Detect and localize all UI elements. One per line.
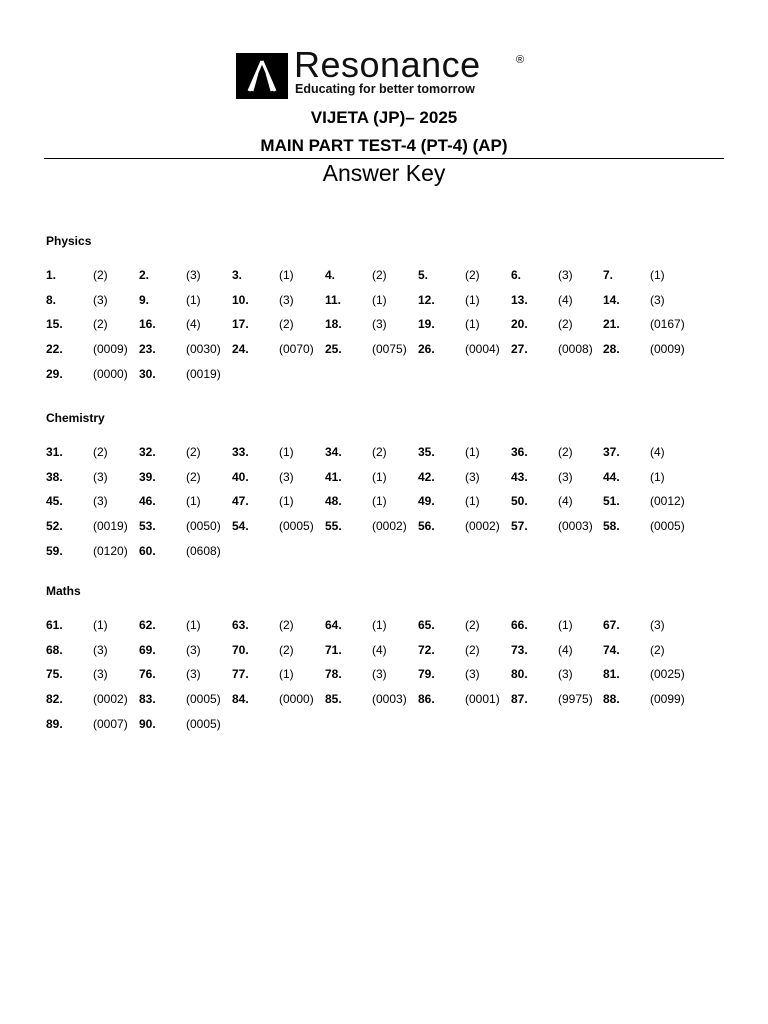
question-number: 37. <box>603 445 620 459</box>
answer-row <box>46 544 726 569</box>
question-number: 9. <box>139 292 150 307</box>
question-number: 72. <box>418 642 435 657</box>
resonance-mark-icon <box>236 53 288 99</box>
answer-value: (3) <box>186 268 201 282</box>
question-number: 8. <box>46 292 57 307</box>
answer-value: (2) <box>186 445 201 459</box>
answer-value: (1) <box>186 494 201 509</box>
question-number: 20. <box>511 317 528 332</box>
question-number: 2. <box>139 268 150 282</box>
answer-value: (3) <box>465 667 480 682</box>
question-number: 6. <box>511 268 522 282</box>
section-title: Physics <box>46 234 92 248</box>
answer-value: (3) <box>186 642 201 657</box>
question-number: 7. <box>603 268 614 282</box>
question-number: 41. <box>325 469 342 484</box>
question-number: 5. <box>418 268 429 282</box>
answer-row <box>46 643 726 668</box>
page-heading: Answer Key <box>322 160 446 186</box>
answer-value: (2) <box>93 445 108 459</box>
answer-value: (3) <box>650 292 665 307</box>
answer-value: (0050) <box>186 519 221 534</box>
answer-value: (2) <box>372 268 387 282</box>
answer-value: (3) <box>558 667 573 682</box>
answer-value: (0005) <box>279 519 314 534</box>
question-number: 45. <box>46 494 63 509</box>
question-number: 88. <box>603 692 620 707</box>
answer-value: (1) <box>186 292 201 307</box>
answer-value: (3) <box>558 268 573 282</box>
question-number: 18. <box>325 317 342 332</box>
brand-name: Resonance <box>294 44 481 85</box>
question-number: 27. <box>511 342 528 357</box>
answer-value: (3) <box>558 469 573 484</box>
question-number: 82. <box>46 692 63 707</box>
question-number: 34. <box>325 445 342 459</box>
answer-row <box>46 317 726 342</box>
answer-value: (0000) <box>279 692 314 707</box>
question-number: 49. <box>418 494 435 509</box>
question-number: 66. <box>511 618 528 632</box>
question-number: 67. <box>603 618 620 632</box>
question-number: 69. <box>139 642 156 657</box>
answer-value: (4) <box>372 642 387 657</box>
question-number: 22. <box>46 342 63 357</box>
answer-value: (3) <box>93 469 108 484</box>
question-number: 71. <box>325 642 342 657</box>
answer-value: (2) <box>465 642 480 657</box>
answer-row <box>46 268 726 293</box>
question-number: 65. <box>418 618 435 632</box>
answer-value: (0002) <box>372 519 407 534</box>
question-number: 19. <box>418 317 435 332</box>
question-number: 11. <box>325 292 342 307</box>
section-title: Chemistry <box>46 411 105 425</box>
question-number: 55. <box>325 519 342 534</box>
question-number: 1. <box>46 268 57 282</box>
question-number: 68. <box>46 642 63 657</box>
question-number: 76. <box>139 667 156 682</box>
resonance-logo <box>236 44 536 100</box>
section-chemistry <box>46 411 726 568</box>
question-number: 62. <box>139 618 156 632</box>
answer-value: (2) <box>186 469 201 484</box>
header-divider <box>44 158 724 159</box>
question-number: 31. <box>46 445 63 459</box>
question-number: 56. <box>418 519 435 534</box>
answer-value: (3) <box>279 469 294 484</box>
answer-row <box>46 667 726 692</box>
answer-value: (0012) <box>650 494 685 509</box>
question-number: 77. <box>232 667 249 682</box>
answer-value: (0008) <box>558 342 593 357</box>
question-number: 58. <box>603 519 620 534</box>
answer-value: (2) <box>279 642 294 657</box>
question-number: 85. <box>325 692 342 707</box>
answer-value: (3) <box>93 642 108 657</box>
answer-value: (3) <box>93 494 108 509</box>
answer-value: (1) <box>465 494 480 509</box>
answer-value: (4) <box>558 642 573 657</box>
question-number: 60. <box>139 543 156 558</box>
answer-value: (2) <box>650 642 665 657</box>
answer-value: (0019) <box>93 519 128 534</box>
answer-value: (3) <box>279 292 294 307</box>
question-number: 54. <box>232 519 249 534</box>
question-number: 32. <box>139 445 156 459</box>
question-number: 42. <box>418 469 435 484</box>
answer-row <box>46 293 726 318</box>
answer-row <box>46 445 726 470</box>
answer-value: (1) <box>372 469 387 484</box>
answer-value: (1) <box>186 618 201 632</box>
question-number: 14. <box>603 292 620 307</box>
answer-value: (0001) <box>465 692 500 707</box>
answer-value: (9975) <box>558 692 593 707</box>
question-number: 44. <box>603 469 620 484</box>
question-number: 50. <box>511 494 528 509</box>
question-number: 21. <box>603 317 620 332</box>
answer-value: (2) <box>279 618 294 632</box>
question-number: 39. <box>139 469 156 484</box>
question-number: 90. <box>139 716 156 731</box>
question-number: 29. <box>46 366 63 381</box>
answer-row <box>46 494 726 519</box>
answer-value: (2) <box>93 268 108 282</box>
question-number: 78. <box>325 667 342 682</box>
question-number: 81. <box>603 667 620 682</box>
answer-value: (0005) <box>650 519 685 534</box>
answer-row <box>46 717 726 742</box>
answer-value: (3) <box>186 667 201 682</box>
section-maths <box>46 584 726 741</box>
question-number: 57. <box>511 519 528 534</box>
answer-value: (0005) <box>186 692 221 707</box>
answer-value: (4) <box>650 445 665 459</box>
answer-value: (3) <box>650 618 665 632</box>
answer-value: (4) <box>558 292 573 307</box>
question-number: 51. <box>603 494 620 509</box>
question-number: 63. <box>232 618 249 632</box>
answer-value: (0007) <box>93 716 128 731</box>
answer-value: (3) <box>465 469 480 484</box>
answer-value: (3) <box>93 292 108 307</box>
question-number: 74. <box>603 642 620 657</box>
question-number: 47. <box>232 494 249 509</box>
answer-value: (0070) <box>279 342 314 357</box>
answer-value: (1) <box>650 268 665 282</box>
answer-row <box>46 519 726 544</box>
answer-value: (0030) <box>186 342 221 357</box>
question-number: 52. <box>46 519 63 534</box>
section-physics <box>46 234 726 391</box>
answer-value: (1) <box>650 469 665 484</box>
answer-value: (3) <box>372 317 387 332</box>
answer-value: (0099) <box>650 692 685 707</box>
answer-value: (1) <box>465 317 480 332</box>
section-title: Maths <box>46 584 81 598</box>
question-number: 40. <box>232 469 249 484</box>
answer-value: (0167) <box>650 317 685 332</box>
question-number: 73. <box>511 642 528 657</box>
answer-value: (1) <box>465 445 480 459</box>
exam-title: VIJETA (JP)– 2025 <box>310 108 458 127</box>
answer-value: (2) <box>465 268 480 282</box>
question-number: 89. <box>46 716 63 731</box>
question-number: 16. <box>139 317 156 332</box>
question-number: 70. <box>232 642 249 657</box>
answer-value: (0004) <box>465 342 500 357</box>
answer-value: (0000) <box>93 366 128 381</box>
question-number: 75. <box>46 667 63 682</box>
answer-value: (2) <box>558 445 573 459</box>
question-number: 79. <box>418 667 435 682</box>
registered-mark: ® <box>516 54 525 66</box>
question-number: 24. <box>232 342 249 357</box>
answer-value: (1) <box>372 618 387 632</box>
question-number: 28. <box>603 342 620 357</box>
question-number: 83. <box>139 692 156 707</box>
question-number: 48. <box>325 494 342 509</box>
answer-value: (0003) <box>558 519 593 534</box>
answer-value: (3) <box>93 667 108 682</box>
answer-value: (2) <box>465 618 480 632</box>
exam-subtitle: MAIN PART TEST-4 (PT-4) (AP) <box>260 136 508 155</box>
answer-value: (1) <box>372 292 387 307</box>
answer-value: (2) <box>93 317 108 332</box>
question-number: 13. <box>511 292 528 307</box>
question-number: 12. <box>418 292 435 307</box>
answer-row <box>46 367 726 392</box>
answer-value: (0002) <box>465 519 500 534</box>
question-number: 46. <box>139 494 156 509</box>
answer-value: (2) <box>558 317 573 332</box>
answer-row <box>46 618 726 643</box>
answer-row <box>46 692 726 717</box>
question-number: 26. <box>418 342 435 357</box>
answer-value: (3) <box>372 667 387 682</box>
answer-value: (0019) <box>186 366 221 381</box>
question-number: 15. <box>46 317 63 332</box>
answer-value: (0608) <box>186 543 221 558</box>
answer-value: (0005) <box>186 716 221 731</box>
question-number: 4. <box>325 268 336 282</box>
question-number: 64. <box>325 618 342 632</box>
answer-value: (0003) <box>372 692 407 707</box>
answer-value: (0009) <box>650 342 685 357</box>
answer-value: (4) <box>186 317 201 332</box>
question-number: 38. <box>46 469 63 484</box>
answer-value: (0025) <box>650 667 685 682</box>
answer-value: (0120) <box>93 543 128 558</box>
answer-value: (0075) <box>372 342 407 357</box>
question-number: 10. <box>232 292 249 307</box>
question-number: 23. <box>139 342 156 357</box>
question-number: 43. <box>511 469 528 484</box>
answer-value: (4) <box>558 494 573 509</box>
question-number: 53. <box>139 519 156 534</box>
question-number: 86. <box>418 692 435 707</box>
answer-value: (1) <box>465 292 480 307</box>
question-number: 59. <box>46 543 63 558</box>
answer-value: (1) <box>279 667 294 682</box>
answer-value: (1) <box>372 494 387 509</box>
answer-value: (2) <box>279 317 294 332</box>
answer-value: (1) <box>279 445 294 459</box>
answer-value: (0009) <box>93 342 128 357</box>
question-number: 84. <box>232 692 249 707</box>
answer-value: (1) <box>279 494 294 509</box>
answer-value: (2) <box>372 445 387 459</box>
question-number: 33. <box>232 445 249 459</box>
question-number: 17. <box>232 317 249 332</box>
question-number: 30. <box>139 366 156 381</box>
answer-row <box>46 342 726 367</box>
question-number: 87. <box>511 692 528 707</box>
question-number: 25. <box>325 342 342 357</box>
answer-value: (1) <box>279 268 294 282</box>
question-number: 35. <box>418 445 435 459</box>
question-number: 3. <box>232 268 243 282</box>
question-number: 36. <box>511 445 528 459</box>
answer-row <box>46 470 726 495</box>
question-number: 61. <box>46 618 63 632</box>
answer-value: (0002) <box>93 692 128 707</box>
question-number: 80. <box>511 667 528 682</box>
answer-value: (1) <box>93 618 108 632</box>
brand-tagline: Educating for better tomorrow <box>295 82 475 96</box>
answer-value: (1) <box>558 618 573 632</box>
